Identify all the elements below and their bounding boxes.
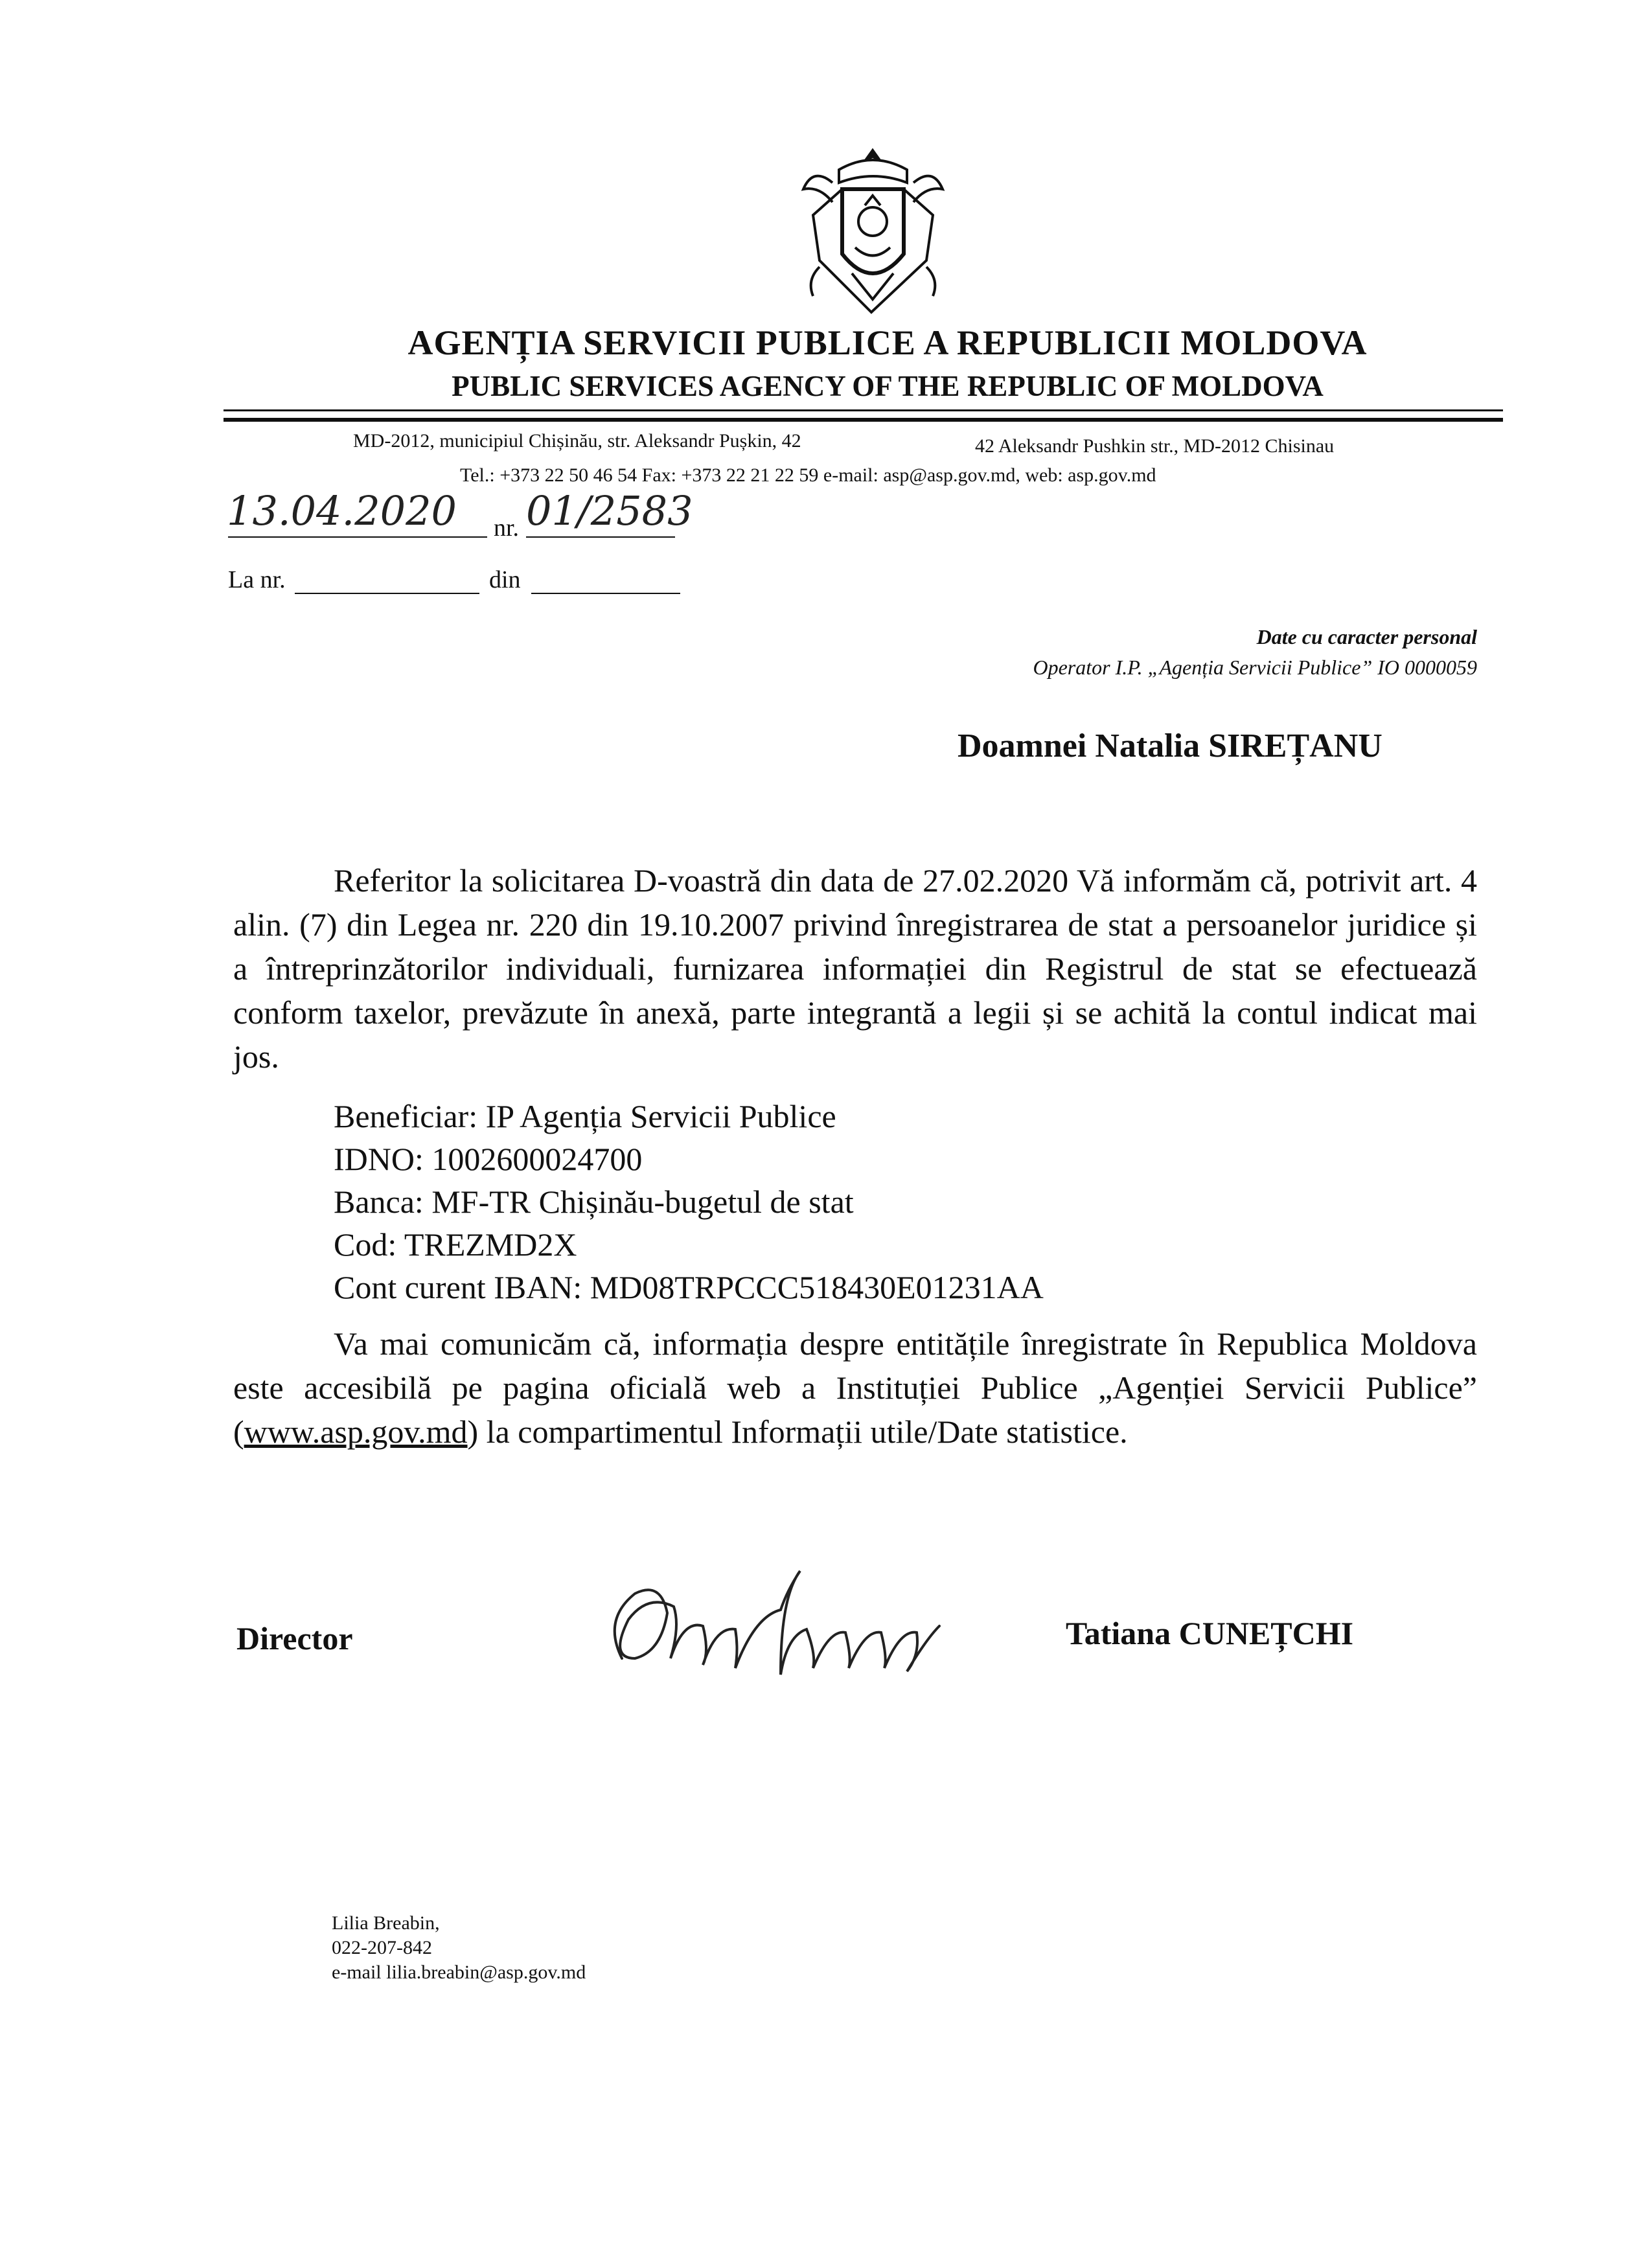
- bank-name: Banca: MF-TR Chișinău-bugetul de stat: [334, 1184, 854, 1220]
- contact-line: Tel.: +373 22 50 46 54 Fax: +373 22 21 22 59 e-mail: asp@asp.gov.md, web: asp.gov.md: [460, 464, 1156, 486]
- paragraph-2-end: ) la compartimentul Informații utile/Date statistice.: [467, 1414, 1128, 1450]
- executor-name: Lilia Breabin,: [332, 1912, 440, 1934]
- signatory-name: Tatiana CUNEȚCHI: [1066, 1615, 1354, 1651]
- handwritten-nr: 01/2583: [526, 487, 693, 534]
- bank-code: Cod: TREZMD2X: [334, 1226, 577, 1263]
- personal-data-operator: Operator I.P. „Agenția Servicii Publice” IO 0000059: [1033, 656, 1477, 679]
- bank-iban: Cont curent IBAN: MD08TRPCCC518430E01231AA: [334, 1269, 1044, 1305]
- nr-label: nr.: [494, 514, 520, 542]
- executor-email: e-mail lilia.breabin@asp.gov.md: [332, 1962, 586, 1983]
- website-link[interactable]: www.asp.gov.md: [244, 1414, 468, 1450]
- executor-phone: 022-207-842: [332, 1937, 432, 1958]
- nr-underline: [526, 536, 675, 538]
- la-nr-line: [295, 593, 479, 594]
- executor-block: [332, 1911, 586, 1985]
- la-nr-label: La nr.: [228, 566, 286, 593]
- header-divider-thin: [224, 409, 1503, 411]
- addressee: Doamnei Natalia SIREȚANU: [958, 727, 1382, 764]
- bank-details: [334, 1095, 1044, 1309]
- personal-data-title: Date cu caracter personal: [1256, 625, 1477, 648]
- bank-idno: IDNO: 1002600024700: [334, 1141, 643, 1177]
- paragraph-2: [233, 1322, 1477, 1454]
- agency-name-en: PUBLIC SERVICES AGENCY OF THE REPUBLIC OF MOLDOVA: [452, 370, 1324, 402]
- address-ro: MD-2012, municipiul Chișinău, str. Aleksandr Pușkin, 42: [353, 430, 801, 452]
- paragraph-2-start: Va mai comunicăm că, informația despre entitățile înregistrate în Republica Moldova este accesibilă pe pagina oficială web a Instituției Publice „Agenției Servicii Publice” (: [233, 1325, 1477, 1450]
- handwritten-date: 13.04.2020: [227, 487, 457, 534]
- coat-of-arms-icon: [794, 144, 952, 322]
- signatory-role: Director: [236, 1620, 353, 1656]
- din-line: [531, 593, 680, 594]
- date-underline: [228, 536, 487, 538]
- agency-name-ro: AGENȚIA SERVICII PUBLICE A REPUBLICII MOLDOVA: [407, 323, 1368, 362]
- din-label: din: [489, 566, 521, 593]
- handwritten-signature: [583, 1561, 985, 1717]
- address-en: 42 Aleksandr Pushkin str., MD-2012 Chisinau: [975, 435, 1335, 457]
- header-divider-thick: [224, 418, 1503, 422]
- bank-beneficiary: Beneficiar: IP Agenția Servicii Publice: [334, 1098, 836, 1134]
- paragraph-1: Referitor la solicitarea D-voastră din data de 27.02.2020 Vă informăm că, potrivit art. 4 alin. (7) din Legea nr. 220 din 19.10.2007 privind înregistrarea de stat a persoanelor juridice și a întreprinzătorilor individuali, furnizarea informației din Registrul de stat se efectuează conform taxelor, prevăzute în anexă, parte integrantă a legii și se achită la contul indicat mai jos.: [233, 862, 1477, 1075]
